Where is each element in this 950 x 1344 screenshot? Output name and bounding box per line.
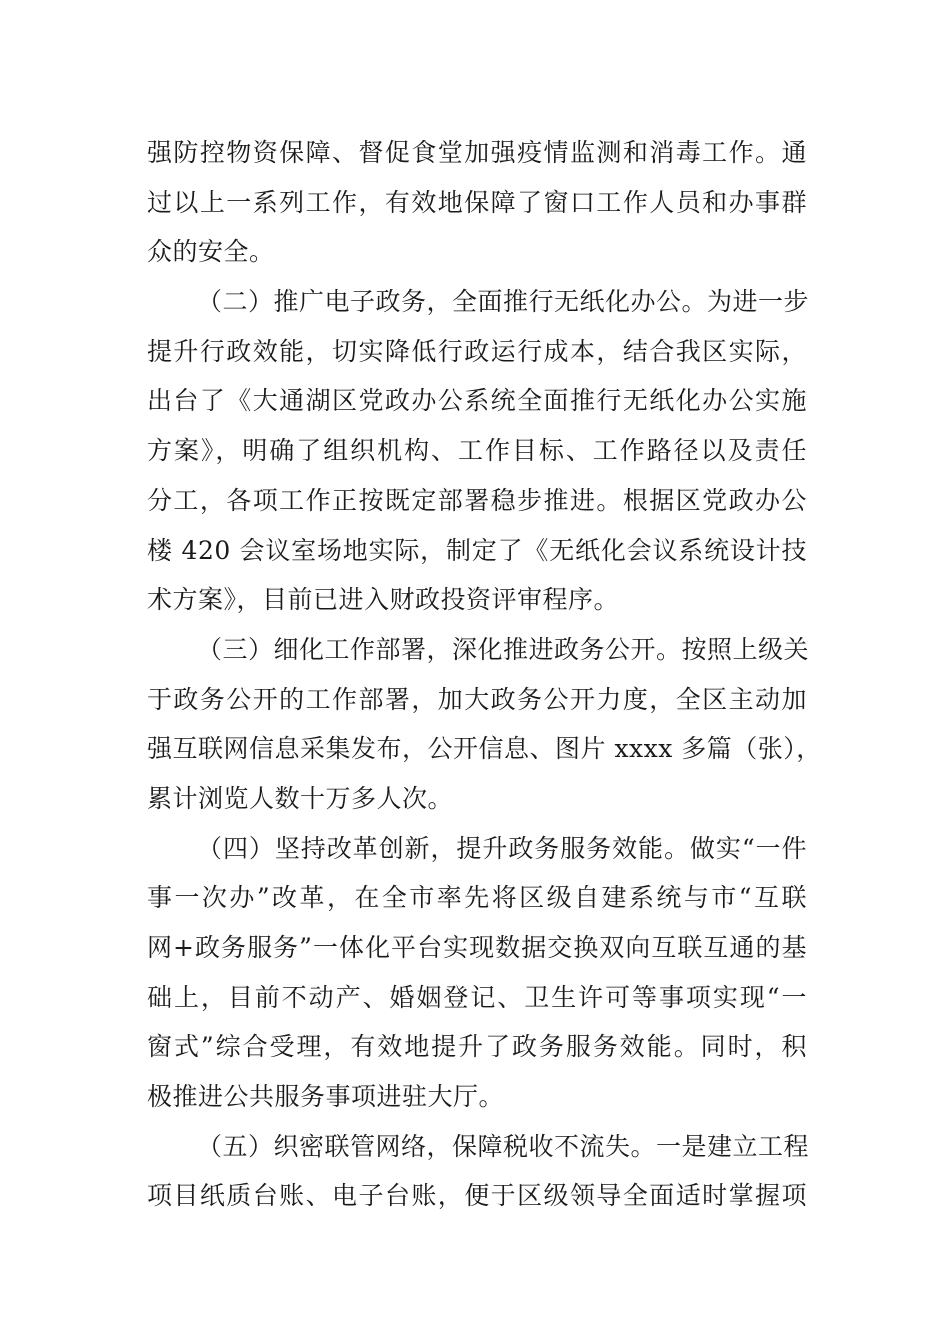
text-line: 极推进公共服务事项进驻大厅。 bbox=[147, 1082, 505, 1112]
text-line: 事一次办”改革，在全市率先将区级自建系统与市“互联 bbox=[147, 883, 807, 913]
text-line: 累计浏览人数十万多人次。 bbox=[147, 783, 454, 813]
text-line: 过以上一系列工作，有效地保障了窗口工作人员和办事群 bbox=[147, 187, 807, 217]
paragraph-heading-line: （五）织密联管网络，保障税收不流失。一是建立工程 bbox=[197, 1131, 810, 1161]
text-line: 项目纸质台账、电子台账，便于区级领导全面适时掌握项 bbox=[147, 1181, 807, 1211]
text-line: 方案》，明确了组织机构、工作目标、工作路径以及责任 bbox=[147, 436, 807, 466]
paragraph-heading-line: （二）推广电子政务，全面推行无纸化办公。为进一步 bbox=[197, 287, 810, 317]
text-line: 强互联网信息采集发布，公开信息、图片 xxxx 多篇（张）， bbox=[147, 734, 822, 764]
text-line: 提升行政效能，切实降低行政运行成本，结合我区实际， bbox=[147, 336, 807, 366]
text-line: 强防控物资保障、督促食堂加强疫情监测和消毒工作。通 bbox=[147, 138, 807, 167]
text-line: 础上，目前不动产、婚姻登记、卫生许可等事项实现“一 bbox=[147, 982, 807, 1012]
text-line: 分工，各项工作正按既定部署稳步推进。根据区党政办公 bbox=[147, 485, 807, 515]
body-text bbox=[147, 128, 822, 1221]
text-line: 窗式”综合受理，有效地提升了政务服务效能。同时，积 bbox=[147, 1032, 807, 1062]
text-line: 于政务公开的工作部署，加大政务公开力度，全区主动加 bbox=[147, 684, 807, 714]
text-line: 楼 420 会议室场地实际，制定了《无纸化会议系统设计技 bbox=[147, 535, 807, 565]
text-line: 出台了《大通湖区党政办公系统全面推行无纸化办公实施 bbox=[147, 386, 807, 416]
paragraph-heading-line: （三）细化工作部署，深化推进政务公开。按照上级关 bbox=[197, 634, 810, 664]
text-line: 术方案》，目前已进入财政投资评审程序。 bbox=[147, 585, 620, 615]
text-line: 众的安全。 bbox=[147, 237, 275, 267]
text-line: 网+政务服务”一体化平台实现数据交换双向互联互通的基 bbox=[147, 933, 807, 962]
paragraph-heading-line: （四）坚持改革创新，提升政务服务效能。做实“一件 bbox=[197, 833, 807, 863]
